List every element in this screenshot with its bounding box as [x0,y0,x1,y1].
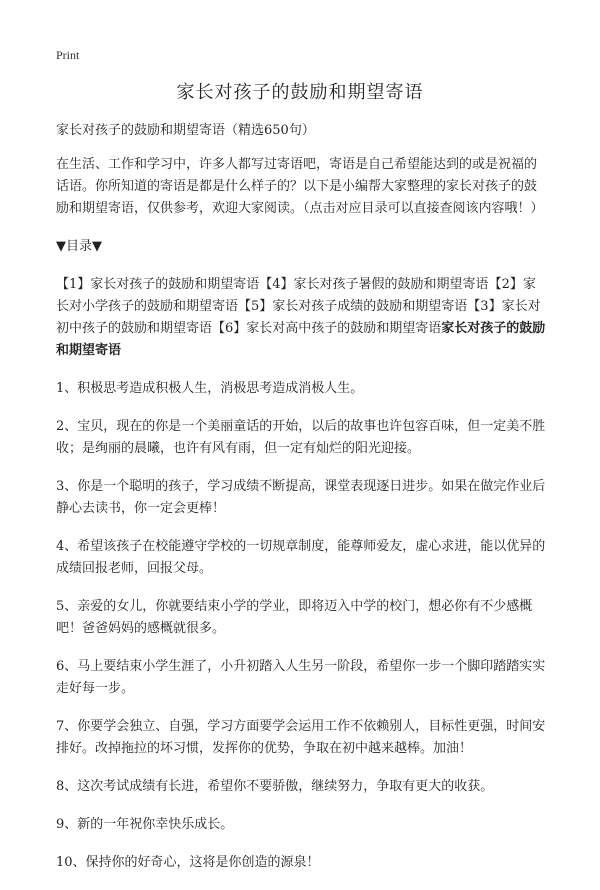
toc-link-5[interactable]: 【5】家长对孩子成绩的鼓励和期望寄语 [238,299,468,314]
toc-link-2[interactable]: 【2】家长对小学孩子的鼓励和期望寄语 [56,277,536,314]
section-heading: 家长对孩子的鼓励和期望寄语 [56,321,546,358]
article-body [56,120,548,890]
toc-link-3[interactable]: 【3】家长对初中孩子的鼓励和期望寄语 [56,299,541,336]
print-link[interactable]: Print [56,48,80,62]
toc-link-4[interactable]: 【4】家长对孩子暑假的鼓励和期望寄语 [259,277,489,292]
list-item: 9、新的一年祝你幸快乐成长。 [56,817,234,832]
list-item: 6、马上要结束小学生涯了，小升初踏入人生另一阶段，希望你一步一个脚印踏踏实实走好每一步。 [56,659,546,696]
toc-heading: ▼目录▼ [56,239,102,254]
page-title: 家长对孩子的鼓励和期望寄语 [176,82,424,103]
list-item: 5、亲爱的女儿，你就要结束小学的学业，即将迈入中学的校门，想必你有不少感概吧！爸爸妈妈的感概就很多。 [56,599,533,636]
list-item: 2、宝贝，现在的你是一个美丽童话的开始，以后的故事也许包容百味，但一定美不胜收；是绚丽的晨曦，也许有风有雨，但一定有灿烂的阳光迎接。 [56,419,546,456]
intro-paragraph: 在生活、工作和学习中，许多人都写过寄语吧，寄语是自己希望能达到的或是祝福的话语。你所知道的寄语是都是什么样子的？以下是小编帮大家整理的家长对孩子的鼓励和期望寄语，仅供参考，欢迎大家阅读。（点击对应目录可以直接查阅该内容哦！） [56,157,544,216]
list-item: 7、你要学会独立、自强，学习方面要学会运用工作不依赖别人，目标性更强，时间安排好。改掉拖拉的坏习惯，发挥你的优势，争取在初中越来越棒。加油！ [56,719,546,756]
list-item: 4、希望该孩子在校能遵守学校的一切规章制度，能尊师爱友，虚心求进，能以优异的成绩回报老师，回报父母。 [56,539,546,576]
list-item: 3、你是一个聪明的孩子，学习成绩不断提高，课堂表现逐日进步。如果在做完作业后静心去读书，你一定会更棒！ [56,479,546,516]
toc-link-1[interactable]: 【1】家长对孩子的鼓励和期望寄语 [56,277,260,292]
toc-link-6[interactable]: 【6】家长对高中孩子的鼓励和期望寄语 [212,321,442,336]
list-item: 8、这次考试成绩有长进，希望你不要骄傲，继续努力，争取有更大的收获。 [56,779,494,794]
article-subtitle: 家长对孩子的鼓励和期望寄语（精选650句） [56,123,315,138]
table-of-contents [56,274,548,362]
list-item: 10、保持你的好奇心，这将是你创造的源泉！ [56,855,320,870]
list-item: 1、积极思考造成积极人生，消极思考造成消极人生。 [56,381,364,396]
